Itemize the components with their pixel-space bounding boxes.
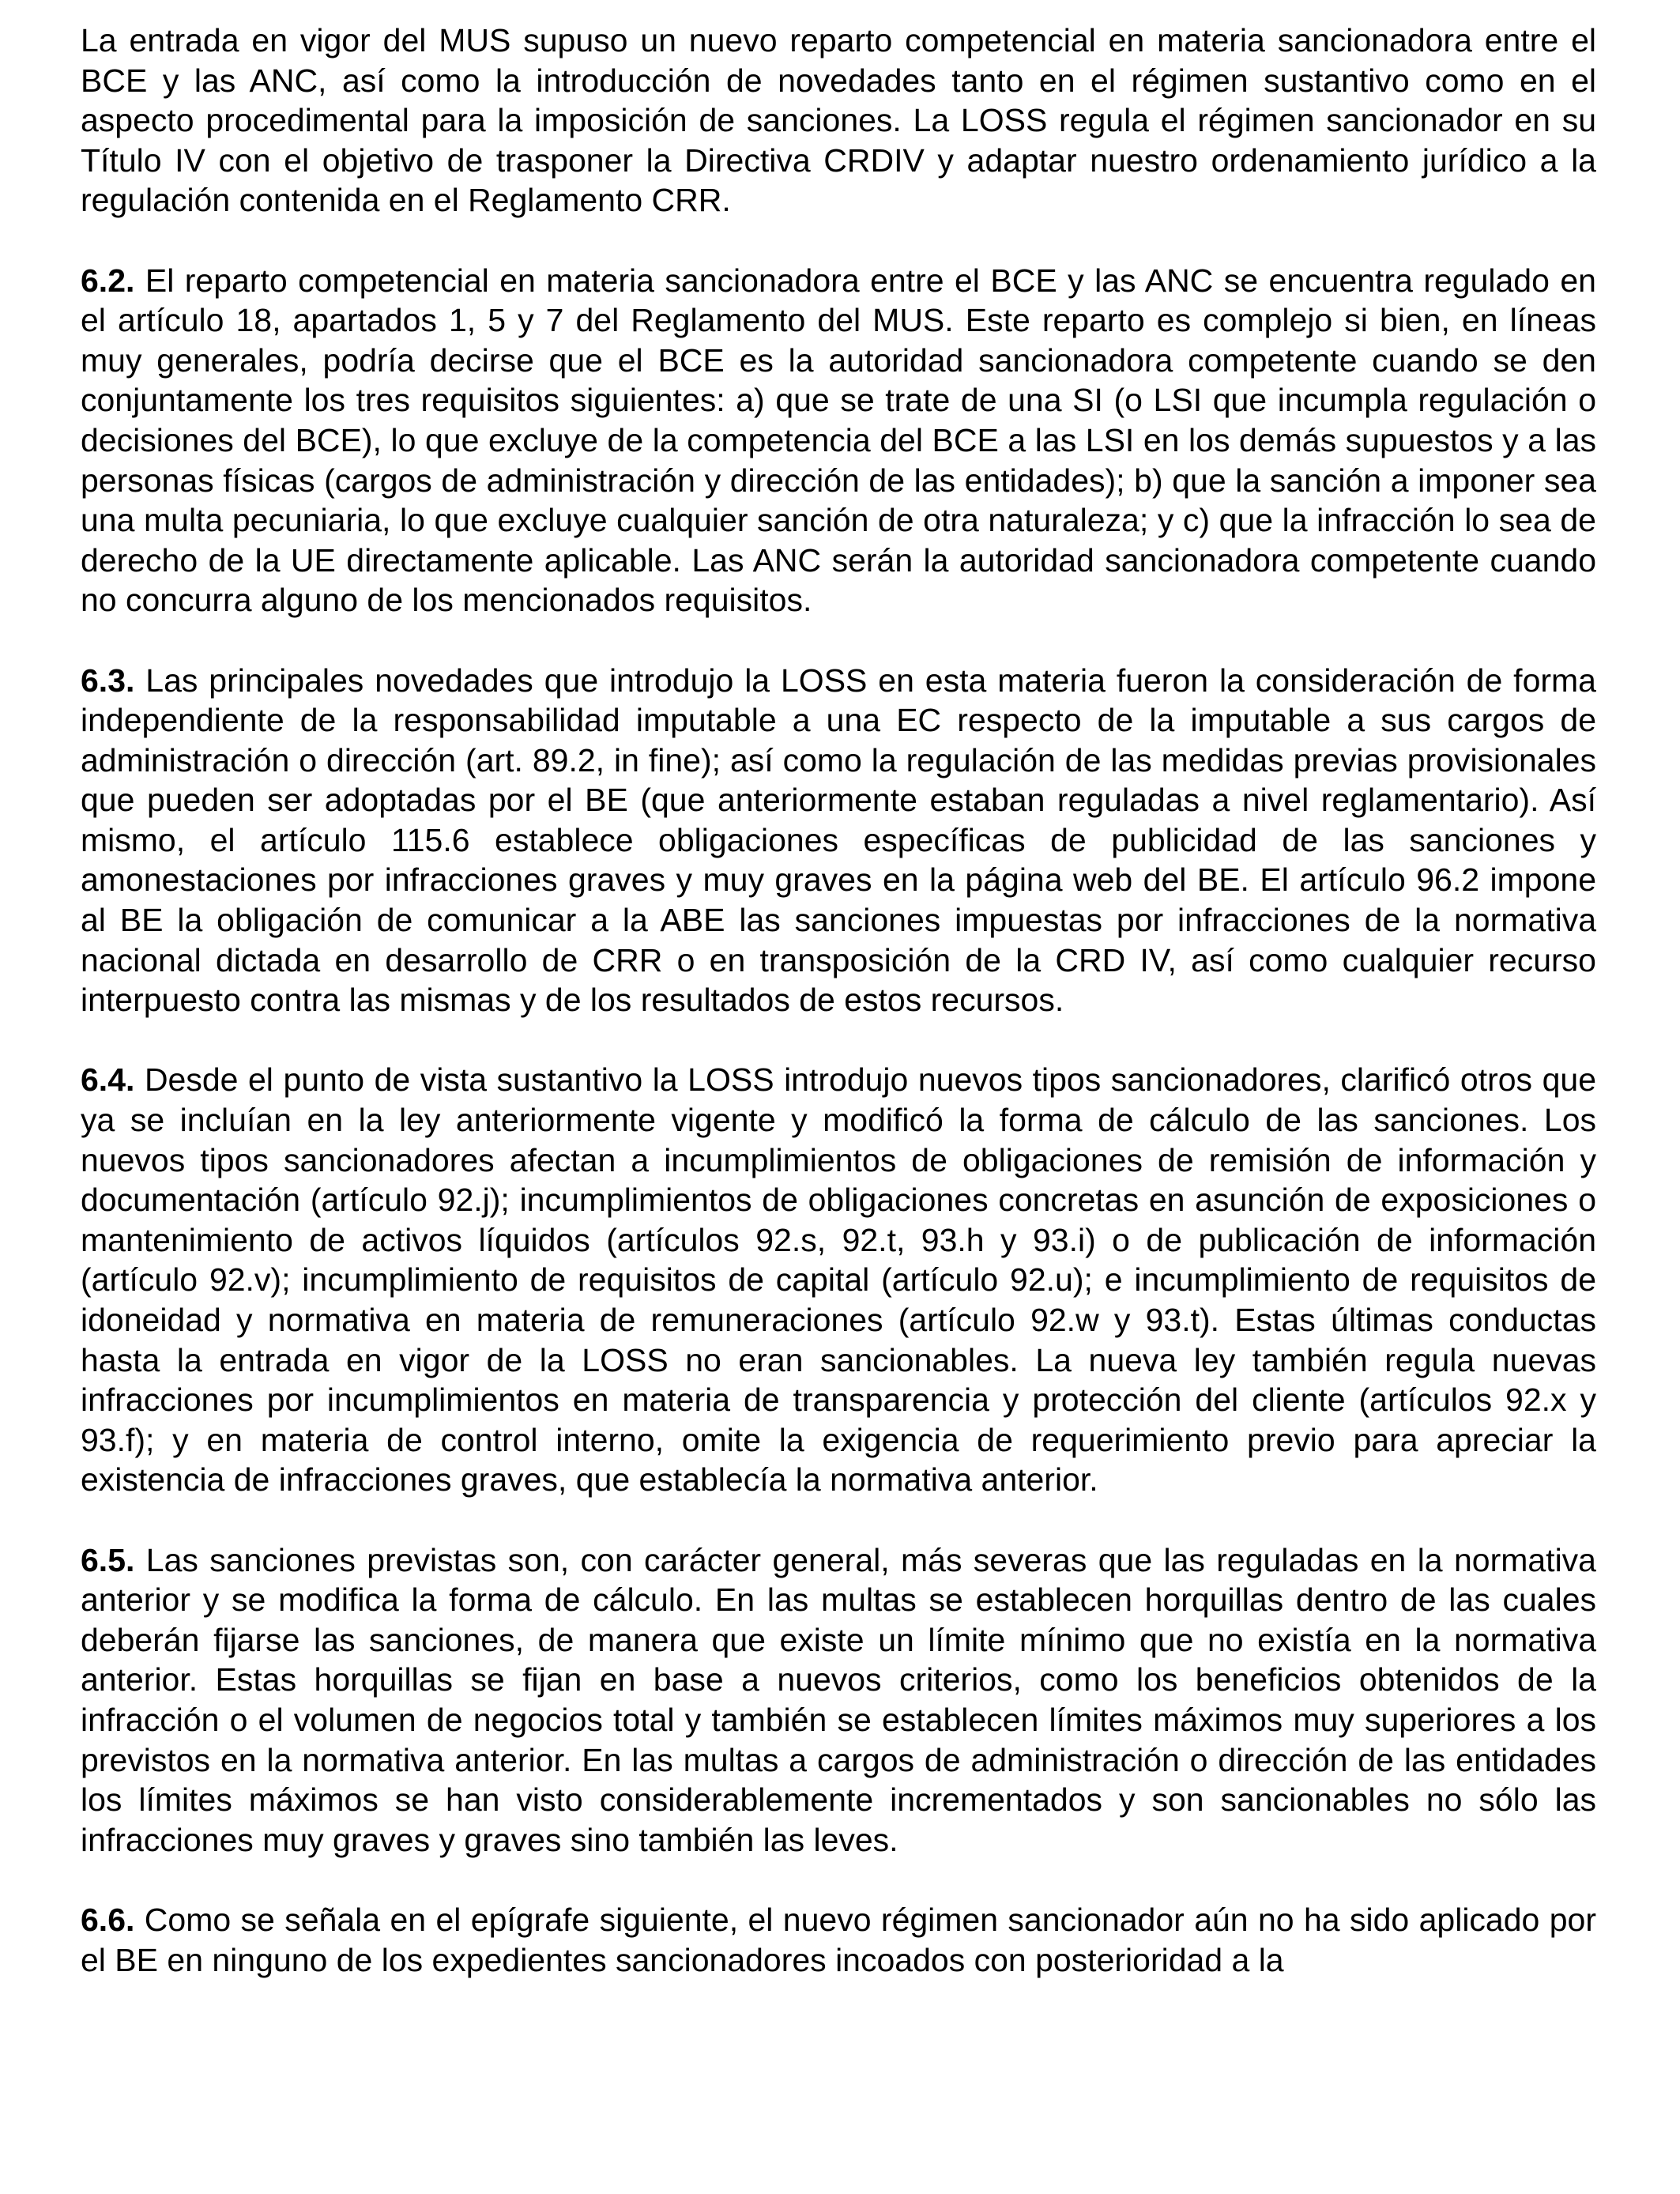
paragraph-text: Desde el punto de vista sustantivo la LOSS introdujo nuevos tipos sancionadores, clarificó otros que ya se incluían en la ley anteriormente vigente y modificó la forma de cálculo de las sanciones. Los nuevos tipos sancionadores afectan a incumplimientos de obligaciones de remisión de información y documentación (artículo 92.j); incumplimientos de obligaciones concretas en asunción de exposiciones o mantenimiento de activos líquidos (artículos 92.s, 92.t, 93.h y 93.i) o de publicación de información (artículo 92.v); incumplimiento de requisitos de capital (artículo 92.u); e incumplimiento de requisitos de idoneidad y normativa en materia de remuneraciones (artículo 92.w y 93.t). Estas últimas conductas hasta la entrada en vigor de la LOSS no eran sancionables. La nueva ley también regula nuevas infracciones por incumplimientos en materia de transparencia y protección del cliente (artículos 92.x y 93.f); y en materia de control interno, omite la exigencia de requerimiento previo para apreciar la existencia de infracciones graves, que establecía la normativa anterior. [81, 1061, 1596, 1498]
paragraph-number: 6.4. [81, 1061, 135, 1099]
paragraph-text: Las principales novedades que introdujo la LOSS en esta materia fueron la consideración de forma independiente de la responsabilidad imputable a una EC respecto de la imputable a sus cargos de administración o dirección (art. 89.2, in fine); así como la regulación de las medidas previas provisionales que pueden ser adoptadas por el BE (que anteriormente estaban reguladas a nivel reglamentario). Así mismo, el artículo 115.6 establece obligaciones específicas de publicidad de las sanciones y amonestaciones por infracciones graves y muy graves en la página web del BE. El artículo 96.2 impone al BE la obligación de comunicar a la ABE las sanciones impuestas por infracciones de la normativa nacional dictada en desarrollo de CRR o en transposición de la CRD IV, así como cualquier recurso interpuesto contra las mismas y de los resultados de estos recursos. [81, 662, 1596, 1019]
paragraph-6-3 [81, 661, 1596, 1020]
paragraph-number: 6.3. [81, 662, 135, 699]
paragraph-text: Como se señala en el epígrafe siguiente, el nuevo régimen sancionador aún no ha sido aplicado por el BE en ninguno de los expedientes sancionadores incoados con posterioridad a la [81, 1901, 1596, 1978]
paragraph-6-5 [81, 1540, 1596, 1860]
paragraph-intro [81, 21, 1596, 221]
paragraph-text: Las sanciones previstas son, con carácter general, más severas que las reguladas en la normativa anterior y se modifica la forma de cálculo. En las multas se establecen horquillas dentro de las cuales deberán fijarse las sanciones, de manera que existe un límite mínimo que no existía en la normativa anterior. Estas horquillas se fijan en base a nuevos criterios, como los beneficios obtenidos de la infracción o el volumen de negocios total y también se establecen límites máximos muy superiores a los previstos en la normativa anterior. En las multas a cargos de administración o dirección de las entidades los límites máximos se han visto considerablemente incrementados y son sancionables no sólo las infracciones muy graves y graves sino también las leves. [81, 1541, 1596, 1858]
paragraph-6-6 [81, 1900, 1596, 1980]
paragraph-6-2 [81, 261, 1596, 620]
paragraph-6-4 [81, 1060, 1596, 1500]
paragraph-text: La entrada en vigor del MUS supuso un nuevo reparto competencial en materia sancionadora entre el BCE y las ANC, así como la introducción de novedades tanto en el régimen sustantivo como en el aspecto procedimental para la imposición de sanciones. La LOSS regula el régimen sancionador en su Título IV con el objetivo de trasponer la Directiva CRDIV y adaptar nuestro ordenamiento jurídico a la regulación contenida en el Reglamento CRR. [81, 22, 1596, 219]
paragraph-number: 6.6. [81, 1901, 135, 1938]
paragraph-number: 6.2. [81, 262, 135, 299]
document-page [81, 21, 1596, 1980]
paragraph-text: El reparto competencial en materia sancionadora entre el BCE y las ANC se encuentra regulado en el artículo 18, apartados 1, 5 y 7 del Reglamento del MUS. Este reparto es complejo si bien, en líneas muy generales, podría decirse que el BCE es la autoridad sancionadora competente cuando se den conjuntamente los tres requisitos siguientes: a) que se trate de una SI (o LSI que incumpla regulación o decisiones del BCE), lo que excluye de la competencia del BCE a las LSI en los demás supuestos y a las personas físicas (cargos de administración y dirección de las entidades); b) que la sanción a imponer sea una multa pecuniaria, lo que excluye cualquier sanción de otra naturaleza; y c) que la infracción lo sea de derecho de la UE directamente aplicable. Las ANC serán la autoridad sancionadora competente cuando no concurra alguno de los mencionados requisitos. [81, 262, 1596, 619]
paragraph-number: 6.5. [81, 1541, 135, 1578]
